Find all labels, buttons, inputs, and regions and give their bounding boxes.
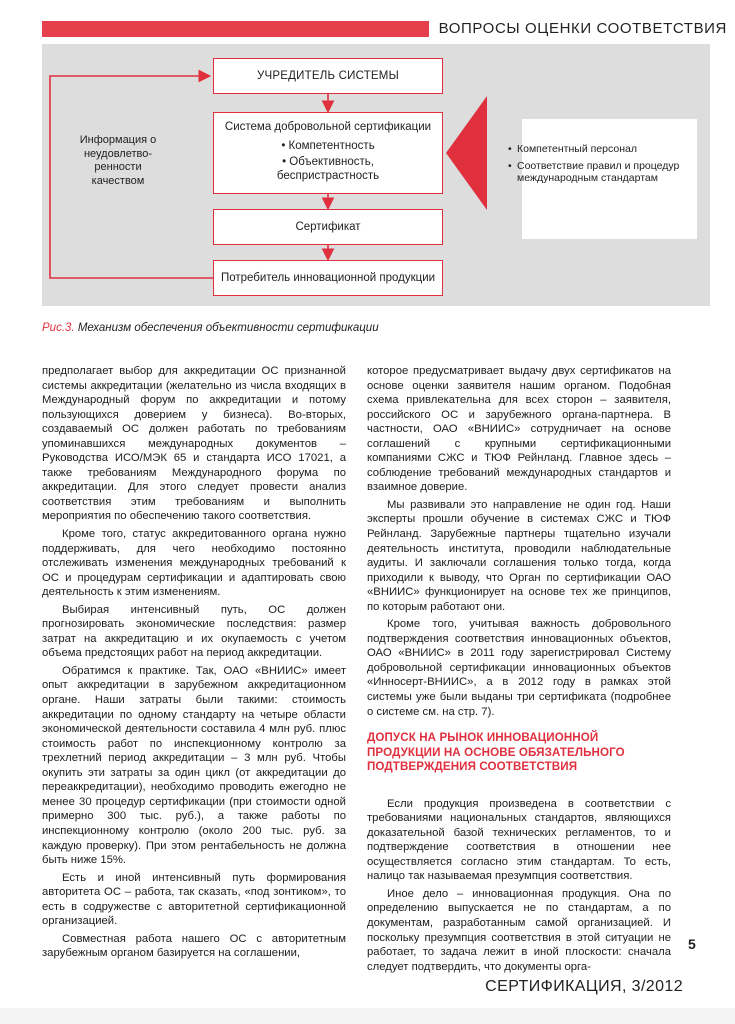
paragraph: Совместная работа нашего ОС с авторитетным зарубежным органом базируется на соглашении, xyxy=(42,932,346,960)
requirement-item: • Соответствие правил и процедур международным стандартам xyxy=(508,160,698,184)
section-heading: ДОПУСК НА РЫНОК ИННОВАЦИОННОЙ ПРОДУКЦИИ НА ОСНОВЕ ОБЯЗАТЕЛЬНОГО ПОДТВЕРЖДЕНИЯ СООТВЕТСТВИЯ xyxy=(367,731,625,774)
paragraph: которое предусматривает выдачу двух сертификатов на основе оценки заявителя нашим органом. Подобная схема привлекательна для всех сторон – заявителя, российского ОС и зарубежного органа-партнера. В частности, ОАО «ВНИИС» сотрудничает на основе соглашений с крупными сертификационными компаниями СЖС и ТЮФ Рейнланд. Главное здесь – соблюдение требований международных стандартов и взаимное доверие. xyxy=(367,365,671,494)
page-number: 5 xyxy=(688,936,696,952)
system-title: Система добровольной сертификации xyxy=(224,121,432,133)
paragraph: Мы развивали это направление не один год. Наши эксперты прошли обучение в системах СЖС и ТЮФ Рейнланд. Зарубежные партнеры тщательно изучали деятельность института, проводили наблюдательные аудиты. И заключали соглашения только тогда, когда приходили к выводу, что Орган по сертификации ОАО «ВНИИС» функционирует на основе тех же принципов, по которым работают они. xyxy=(367,498,671,613)
system-criteria-list xyxy=(214,139,442,183)
system-criterion: беспристрастность xyxy=(276,170,380,182)
certification-system-box xyxy=(213,112,443,194)
paragraph: Обратимся к практике. Так, ОАО «ВНИИС» имеет опыт аккредитации в зарубежном аккредитационном органе. Наши затраты были такими: стоимость аккредитации по одному стандарту на четыре области экономической деятельности составила 4 млн руб. плюс стоимость работ по инспекционному контролю за трехлетний период аккредитации – 3 млн руб. Чтобы окупить эти затраты за один цикл (от аккредитации до переаккредитации), необходимо проводить ежегодно не менее 30 процедур сертификации (при стоимости одной примерно 300 тыс. руб.), а также работы по инспекционному контролю (около 200 тыс. руб. за каждую проверку). При этом рентабельность не должна быть ниже 15%. xyxy=(42,664,346,867)
requirements-arrow xyxy=(446,96,487,210)
dissatisfaction-info-label: Информация о неудовлетво-ренности качеством xyxy=(79,134,157,187)
figure-diagram xyxy=(42,44,710,306)
paragraph: предполагает выбор для аккредитации ОС признанной системы аккредитации (желательно из числа входящих в Международный форум по аккредитации и потому пользующихся доверием у бизнеса). Во-вторых, создаваемый ОС должен работать по требованиям упоминавшихся международных документов – Руководства ИСО/МЭК 65 и стандарта ИСО 17021, а также требованиям Международного форума по аккредитации. Для этого следует провести анализ соответствия этим требованиям и выполнить мероприятия по обеспечению такого соответствия. xyxy=(42,365,346,523)
system-criterion: • Объективность, xyxy=(282,156,374,168)
footer-strip xyxy=(0,1008,735,1024)
requirements-list xyxy=(508,143,698,189)
paragraph: Иное дело – инновационная продукция. Она по определению выпускается не по стандартам, а по документам, разработанным самой организацией. И поскольку презумпция соответствия в этой ситуации не работает, то задача лежит в иной плоскости: сначала следует подтвердить, что документы орга- xyxy=(367,887,671,973)
system-criterion: • Компетентность xyxy=(281,140,375,152)
figure-caption xyxy=(42,322,379,334)
caption-text: Механизм обеспечения объективности сертификации xyxy=(77,322,379,334)
caption-label: Рис.3. xyxy=(42,322,75,334)
paragraph: Если продукция произведена в соответствии с требованиями национальных стандартов, являющихся доказательной базой технических регламентов, то и подтверждение соответствия в отношении нее осуществляется согласно этим стандартам. То есть, налицо так называемая презумпция соответствия. xyxy=(367,797,671,883)
paragraph: Выбирая интенсивный путь, ОС должен прогнозировать экономические последствия: размер затрат на аккредитацию и их окупаемость с учетом объема предстоящих работ на период аккредитации. xyxy=(42,603,346,660)
paragraph: Кроме того, учитывая важность добровольного подтверждения соответствия инновационных объектов, ОАО «ВНИИС» в 2011 году зарегистрировал Систему добровольной сертификации инновационных объектов «Инносерт-ВНИИС», а в 2012 году в рамках этой системы уже были выданы три сертификата (подробнее о системе см. на стр. 7). xyxy=(367,618,671,718)
paragraph: Есть и иной интенсивный путь формирования авторитета ОС – работа, так сказать, «под зонтиком», то есть в содружестве с авторитетной сертификационной организацией. xyxy=(42,871,346,928)
requirement-item: • Компетентный персонал xyxy=(508,143,698,155)
consumer-box: Потребитель инновационной продукции xyxy=(213,260,443,296)
founder-box: УЧРЕДИТЕЛЬ СИСТЕМЫ xyxy=(213,58,443,94)
paragraph: Кроме того, статус аккредитованного органа нужно поддерживать, для чего необходимо постоянно отслеживать изменения международных требований к ОС и процедурам сертификации и адаптировать свою деятельность к этим изменениям. xyxy=(42,528,346,599)
journal-footer: СЕРТИФИКАЦИЯ, 3/2012 xyxy=(485,978,683,995)
left-column xyxy=(42,364,346,961)
section-title: ВОПРОСЫ ОЦЕНКИ СООТВЕТСТВИЯ xyxy=(429,19,735,39)
right-column xyxy=(367,364,671,974)
certificate-box: Сертификат xyxy=(213,209,443,245)
